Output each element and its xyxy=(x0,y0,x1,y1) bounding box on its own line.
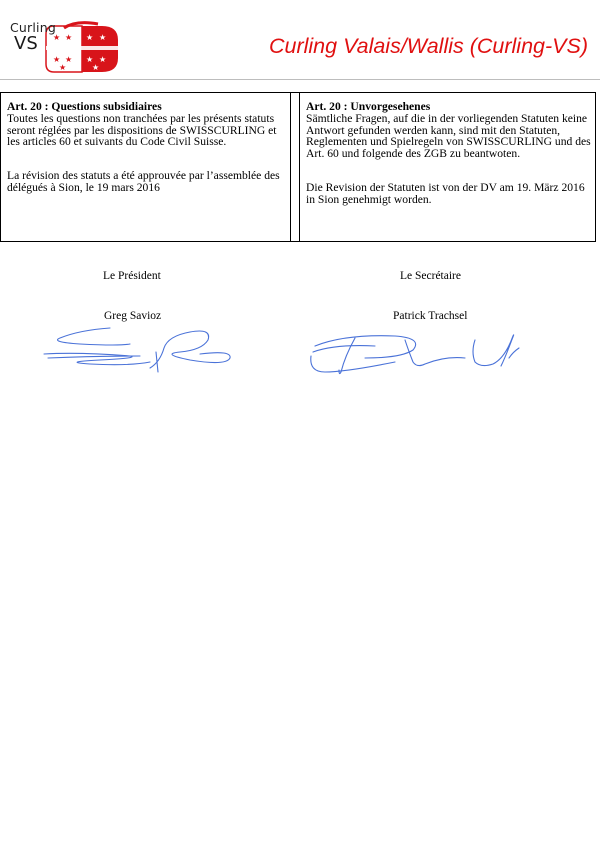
article-column-french xyxy=(1,93,291,241)
header-divider xyxy=(0,79,600,80)
svg-text:★: ★ xyxy=(86,33,94,42)
svg-text:★: ★ xyxy=(99,33,107,42)
secretary-signature xyxy=(305,322,535,378)
article-column-german xyxy=(299,93,595,241)
logo-text-vs: VS xyxy=(14,33,38,54)
article-paragraph-french-2: La révision des statuts a été approuvée par l’assemblée des délégués à Sion, le 19 mars 2016 xyxy=(7,169,280,194)
svg-text:★: ★ xyxy=(65,33,73,42)
article-title-french: Art. 20 : Questions subsidiaires xyxy=(7,100,162,113)
president-signature xyxy=(40,322,240,378)
svg-text:★: ★ xyxy=(59,63,67,72)
president-role-label: Le Président xyxy=(103,270,161,282)
svg-text:★: ★ xyxy=(86,55,94,64)
svg-text:★: ★ xyxy=(53,33,61,42)
svg-text:★: ★ xyxy=(92,63,100,72)
president-name: Greg Savioz xyxy=(104,310,162,322)
secretary-name: Patrick Trachsel xyxy=(393,310,468,322)
article-paragraph-french-1: Toutes les questions non tranchées par les présents statuts seront réglées par les dispositions de SWISSCURLING et les articles 60 et suivants du Code Civil Suisse. xyxy=(7,111,277,149)
articles-table xyxy=(0,92,596,242)
svg-text:★: ★ xyxy=(65,55,73,64)
article-paragraph-german-2: Die Revision der Statuten ist von der DV am 19. März 2016 in Sion genehmigt worden. xyxy=(306,180,585,206)
logo-text-curling: Curling xyxy=(10,20,56,35)
article-title-german: Art. 20 : Unvorgesehenes xyxy=(306,100,431,113)
curling-vs-logo xyxy=(6,18,126,80)
secretary-role-label: Le Secrétaire xyxy=(400,270,461,282)
article-paragraph-german-1: Sämtliche Fragen, auf die in der vorliegenden Statuten keine Antwort gefunden werden kann, sind mit den Statuten, Reglementen und Spielregeln von SWISSCURLING und des Art. 60 und folgende des ZGB zu beantwoten. xyxy=(306,111,591,161)
svg-text:★: ★ xyxy=(99,55,107,64)
svg-text:★: ★ xyxy=(53,55,61,64)
page-title: Curling Valais/Wallis (Curling-VS) xyxy=(268,34,588,58)
